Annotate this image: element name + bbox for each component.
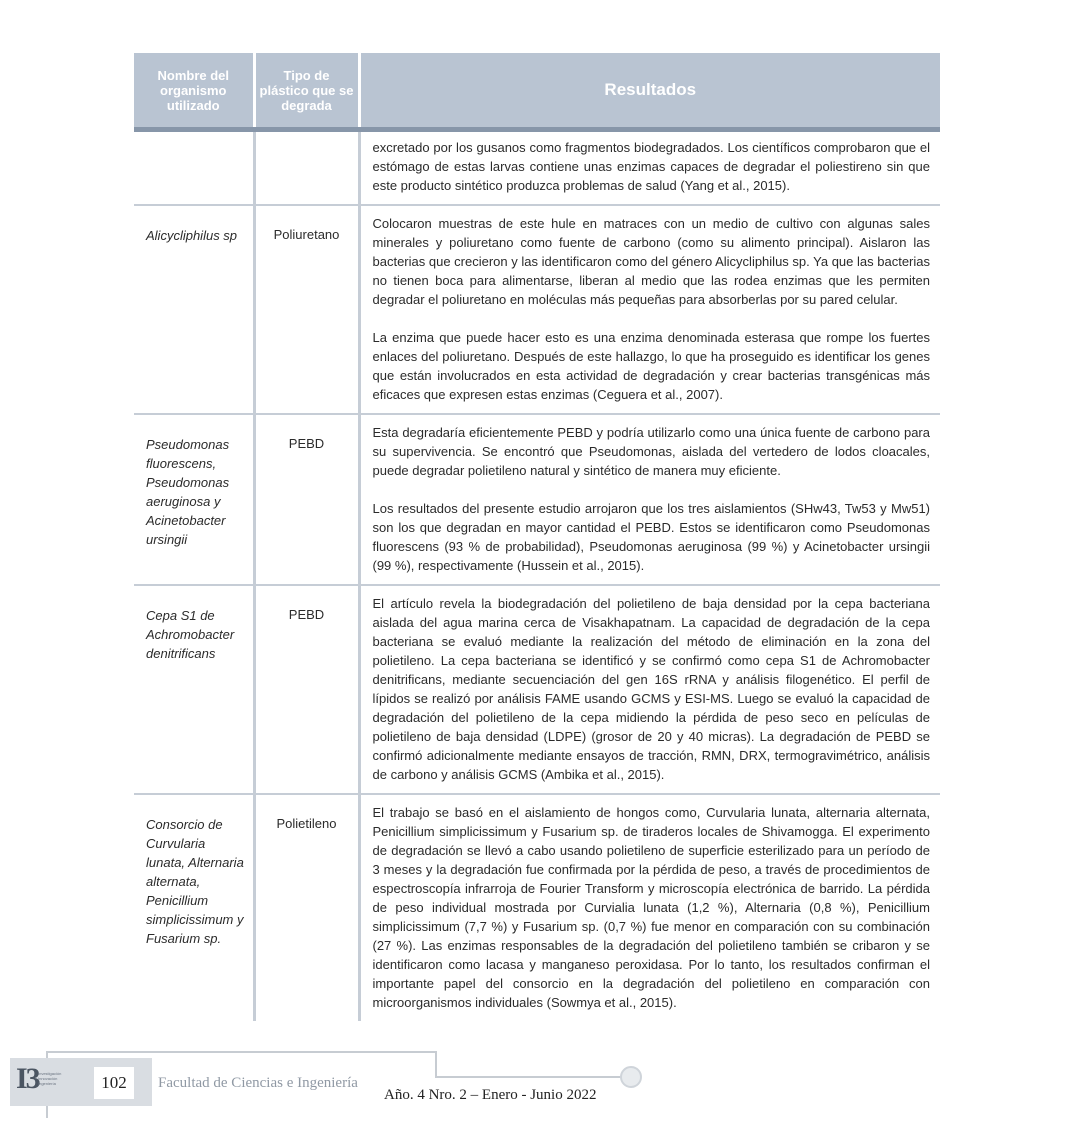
table-row	[134, 205, 940, 414]
results-cell	[359, 414, 940, 585]
plastic-type-cell: PEBD	[254, 414, 359, 585]
results-table-container	[134, 53, 940, 1021]
results-paragraph: excretado por los gusanos como fragmentos biodegradados. Los científicos comprobaron que el estómago de estas larvas contiene unas enzimas capaces de degradar el poliestireno sin que este producto sintético produzca problemas de salud (Yang et al., 2015).	[372, 140, 930, 193]
results-paragraph: Esta degradaría eficientemente PEBD y podría utilizarlo como una única fuente de carbono para su supervivencia. Se encontró que Pseudomonas, aislada del vertedero de lodos cloacales, puede degradar polietileno natural y sintético de manera muy eficiente.	[372, 425, 930, 478]
table-row	[134, 414, 940, 585]
footer-divider	[435, 1076, 621, 1078]
results-cell	[359, 794, 940, 1021]
header-plastic: Tipo de plástico que se degrada	[254, 53, 359, 130]
footer-divider	[435, 1051, 437, 1077]
results-paragraph: Colocaron muestras de este hule en matraces con un medio de cultivo con algunas sales minerales y poliuretano como fuente de carbono (como su alimento principal). Aislaron las bacterias que crecieron y las identificaron como del género Alicycliphilus sp. Ya que las bacterias no tienen boca para alimentarse, liberan al medio que las rodea enzimas que les permiten degradar el poliuretano en moléculas más pequeñas para absorberlas por su pared celular.	[372, 216, 930, 307]
footer-divider	[46, 1051, 436, 1053]
results-paragraph: El trabajo se basó en el aislamiento de hongos como, Curvularia lunata, alternaria alternata, Penicillium simplicissimum y Fusarium sp. de tiraderos locales de Shivamogga. El experimento de degradación se llevó a cabo usando polietileno de superficie esterilizado para un período de 3 meses y la degradación fue confirmada por la pérdida de peso, a través de procedimientos de espectroscopía infrarroja de Fourier Transform y microscopía electrónica de barrido. La pérdida de peso individual mostrada por Curvialia lunata (1,2 %), Alternaria (0,8 %), Penicillium simplicissimum (7,7 %) y Fusarium sp. (0,7 %) fue menor en comparación con su combinación (27 %). Las enzimas responsables de la degradación del polietileno también se cribaron y se identificaron como lacasa y manganeso peroxidasa. Por lo tanto, los resultados confirman el importante papel del consorcio en la degradación del polietileno en comparación con microorganismos individuales (Sowmya et al., 2015).	[372, 805, 930, 1010]
plastic-type-cell: Poliuretano	[254, 205, 359, 414]
table-row	[134, 794, 940, 1021]
table-header-row	[134, 53, 940, 130]
plastic-type-cell: Polietileno	[254, 794, 359, 1021]
results-paragraph: El artículo revela la biodegradación del polietileno de baja densidad por la cepa bacteriana aislada del agua marina cerca de Visakhapatnam. La capacidad de degradación de la cepa bacteriana se evaluó mediante la realización del método de eliminación en la zona del polietileno. La cepa bacteriana se identificó y se confirmó como cepa S1 de Achromobacter denitrificans, mediante secuenciación del gen 16S rRNA y análisis filogenético. El perfil de lípidos se realizó por análisis FAME usando GCMS y ESI-MS. Luego se evaluó la capacidad de degradación del polietileno de la cepa midiendo la pérdida de peso seco en películas de polietileno de baja densidad (LDPE) (grosor de 20 y 40 micras). La degradación de PEBD se confirmó adicionalmente mediante ensayos de tracción, RMN, DRX, termogravimétrico, análisis de carbono y análisis GCMS (Ambika et al., 2015).	[372, 596, 930, 782]
organism-cell: Alicycliphilus sp	[134, 205, 254, 414]
table-row	[134, 130, 940, 206]
page-number: 102	[94, 1067, 134, 1099]
footer-dot-ornament	[620, 1066, 642, 1088]
organism-cell: Pseudomonas fluorescens, Pseudomonas aeruginosa y Acinetobacter ursingii	[134, 414, 254, 585]
organism-cell: Cepa S1 de Achromobacter denitrificans	[134, 585, 254, 794]
issue-info: Año. 4 Nro. 2 – Enero - Junio 2022	[384, 1087, 597, 1103]
results-table	[134, 53, 940, 1021]
logo-mark: I3	[16, 1062, 39, 1095]
logo-text: Investigación Innovación Ingeniería	[38, 1071, 62, 1086]
results-cell	[359, 130, 940, 206]
table-row	[134, 585, 940, 794]
header-organism: Nombre del organismo utilizado	[134, 53, 254, 130]
plastic-type-cell	[254, 130, 359, 206]
faculty-name: Facultad de Ciencias e Ingeniería	[158, 1075, 358, 1091]
table-body	[134, 130, 940, 1022]
results-paragraph: La enzima que puede hacer esto es una enzima denominada esterasa que rompe los fuertes enlaces del poliuretano. Después de este hallazgo, lo que ha proseguido es identificar los genes que están involucrados en esta actividad de degradación y crear bacterias transgénicas más eficaces que expresen estas enzimas (Ceguera et al., 2007).	[372, 330, 930, 402]
organism-cell: Consorcio de Curvularia lunata, Alternaria alternata, Penicillium simplicissimum y Fusarium sp.	[134, 794, 254, 1021]
header-results: Resultados	[359, 53, 940, 130]
journal-logo	[16, 1062, 86, 1102]
results-paragraph: Los resultados del presente estudio arrojaron que los tres aislamientos (SHw43, Tw53 y Mw51) son los que degradan en mayor cantidad el PEBD. Estos se identificaron como Pseudomonas fluorescens (93 % de probabilidad), Pseudomonas aeruginosa (99 %) y Acinetobacter ursingii (99 %), respectivamente (Hussein et al., 2015).	[372, 501, 930, 573]
results-cell	[359, 205, 940, 414]
results-cell	[359, 585, 940, 794]
organism-cell	[134, 130, 254, 206]
plastic-type-cell: PEBD	[254, 585, 359, 794]
